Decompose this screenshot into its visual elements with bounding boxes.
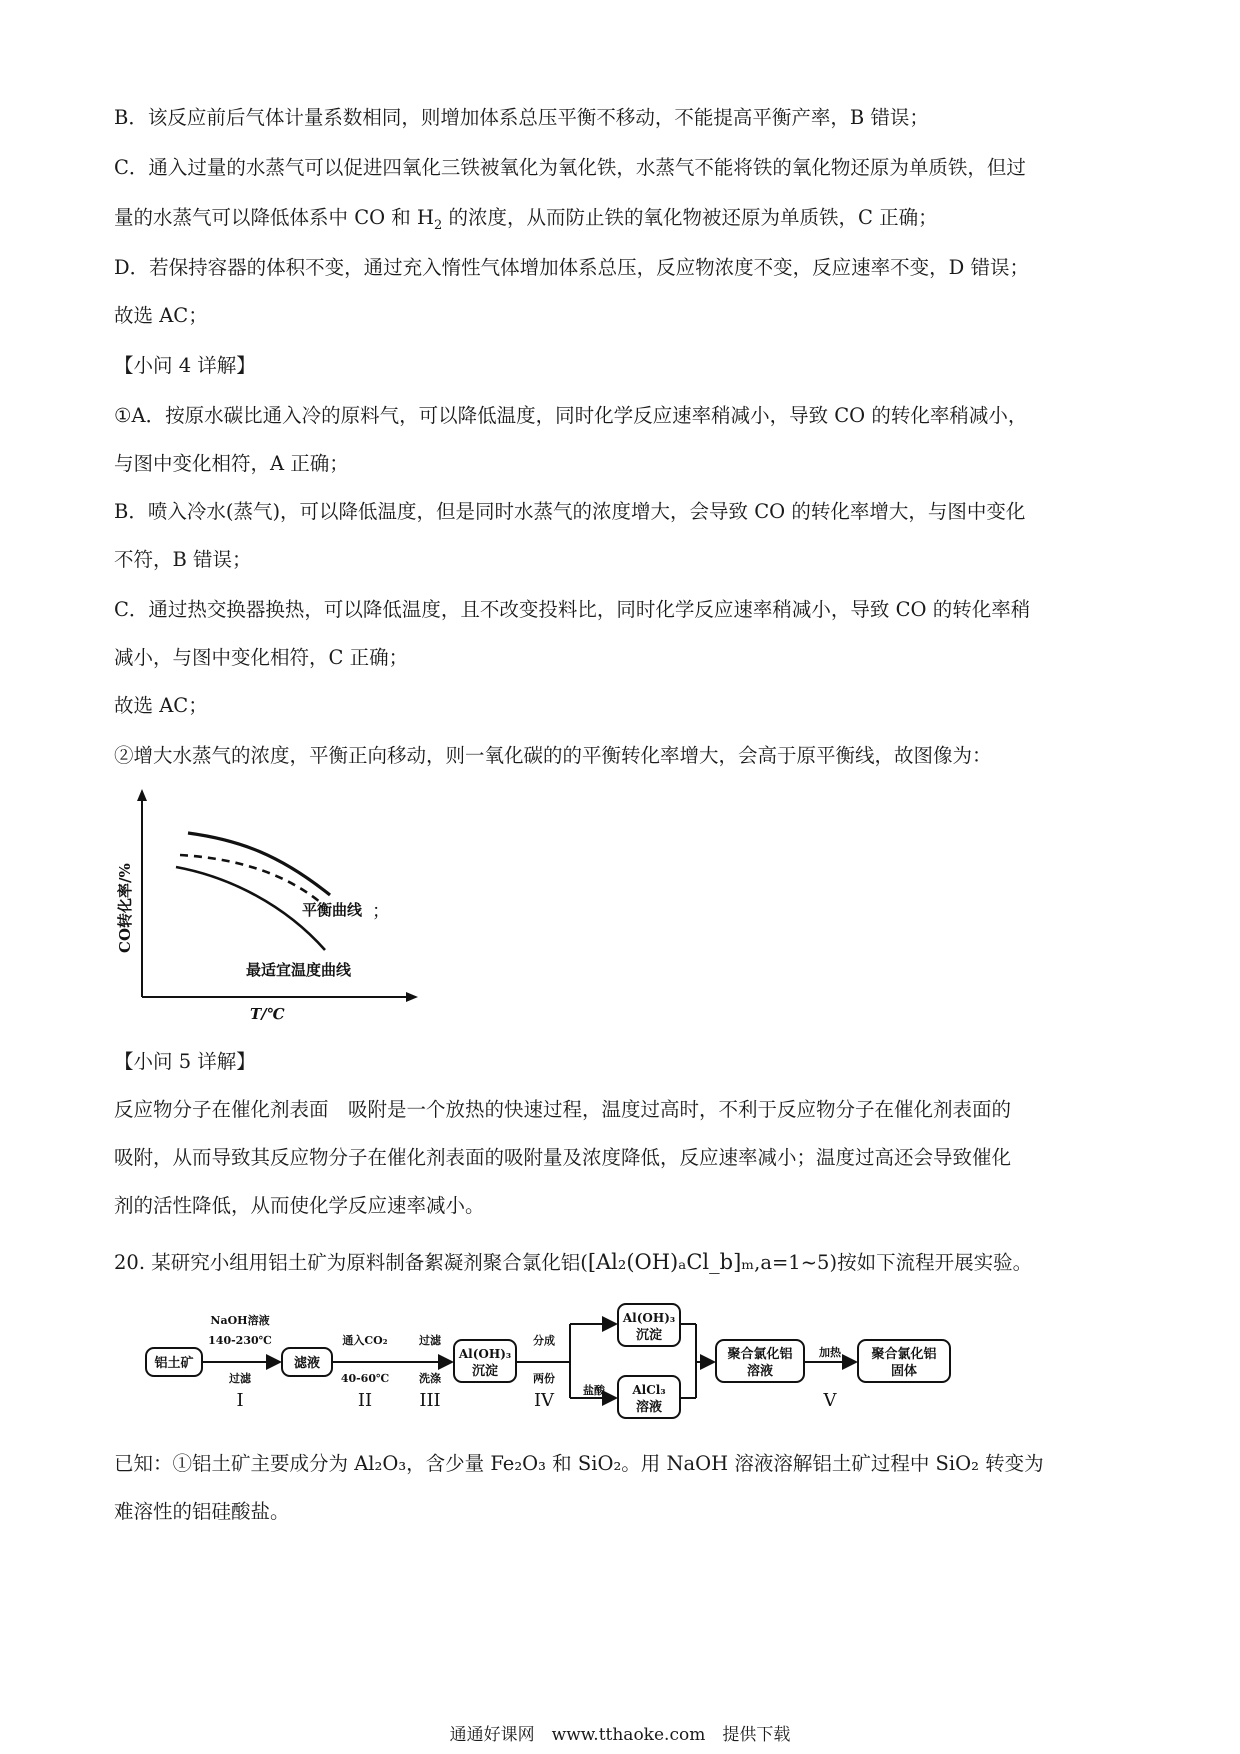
q5-line-1: 反应物分子在催化剂表面 吸附是一个放热的快速过程，温度过高时，不利于反应物分子在催化剂表面的 (114, 1098, 1012, 1121)
equilibrium-curve-dashed (180, 855, 320, 902)
x-axis-label: T/℃ (250, 1005, 285, 1020)
split-condition-2: 两份 (533, 1372, 555, 1385)
line-d-option: D．若保持容器的体积不变，通过充入惰性气体增加体系总压，反应物浓度不变，反应速率不变，D 错误； (114, 256, 1029, 279)
x-axis-arrow-icon (406, 992, 418, 1002)
split-condition-1: 分成 (533, 1334, 555, 1347)
hcl-condition: 盐酸 (583, 1384, 605, 1397)
text-segment: 量的水蒸气可以降低体系中 CO 和 H (114, 206, 435, 229)
section-heading-q5: 【小问 5 详解】 (114, 1050, 256, 1073)
heat-condition: 加热 (819, 1346, 841, 1359)
formula-pac: [Al₂(OH)ₐCl_b]ₘ (587, 1250, 755, 1274)
optimal-curve-label: 最适宜温度曲线 (246, 961, 352, 979)
section-heading-q4: 【小问 4 详解】 (114, 354, 256, 377)
upper-box-label-1: Al(OH)₃ (622, 1311, 676, 1325)
arrow1-condition-2: 140-230℃ (208, 1334, 272, 1347)
page-footer: 通通好课网 www.tthaoke.com 提供下载 (449, 1725, 791, 1745)
arrow3-condition-2: 洗涤 (419, 1372, 441, 1385)
q4-line-c-2: 减小，与图中变化相符，C 正确； (114, 646, 409, 669)
pac-solution-label-1: 聚合氯化铝 (727, 1347, 793, 1362)
q4-line-b-2: 不符，B 错误； (114, 548, 252, 571)
new-equilibrium-curve (188, 833, 330, 895)
answer-line-2: 故选 AC； (114, 694, 208, 717)
box-bauxite-label: 铝土矿 (154, 1356, 194, 1371)
line-c-option-1: C．通入过量的水蒸气可以促进四氧化三铁被氧化为氧化铁，水蒸气不能将铁的氧化物还原为单质铁，但过 (114, 156, 1026, 179)
equilibrium-curve-label: 平衡曲线 (302, 901, 363, 919)
y-axis-arrow-icon (137, 789, 147, 801)
q4-line-a-2: 与图中变化相符，A 正确； (114, 452, 349, 475)
line-c-option-2 (114, 206, 1134, 238)
lower-box-label-1: AlCl₃ (632, 1383, 666, 1397)
chart-semicolon: ； (372, 901, 390, 922)
arrow2-condition-2: 40-60℃ (340, 1372, 390, 1385)
known-info-line-1: 已知：①铝土矿主要成分为 Al₂O₃，含少量 Fe₂O₃ 和 SiO₂。用 NaOH 溶液溶解铝土矿过程中 SiO₂ 转变为 (114, 1452, 1044, 1475)
arrow2-condition-1: 通入CO₂ (342, 1334, 388, 1347)
text-segment: 的浓度，从而防止铁的氧化物被还原为单质铁，C 正确； (442, 206, 938, 229)
q4-line-c-1: C．通过热交换器换热，可以降低温度，且不改变投料比，同时化学反应速率稍减小，导致 CO 的转化率稍 (114, 598, 1031, 621)
text-segment: ,a=1~5)按如下流程开展实验。 (754, 1251, 1033, 1274)
step-label-I: I (236, 1390, 244, 1411)
answer-line: 故选 AC； (114, 304, 208, 327)
q4-part2-line: ②增大水蒸气的浓度，平衡正向移动，则一氧化碳的的平衡转化率增大，会高于原平衡线，故图像为： (114, 744, 992, 767)
q4-line-a-1: ①A．按原水碳比通入冷的原料气，可以降低温度，同时化学反应速率稍减小，导致 CO 的转化率稍减小， (114, 404, 1028, 427)
process-flow-diagram (140, 1302, 970, 1422)
subscript: 2 (434, 217, 443, 233)
conversion-chart (110, 785, 430, 1020)
box-aloh3-label-2: 沉淀 (471, 1364, 499, 1379)
text-segment: 20. 某研究小组用铝土矿为原料制备絮凝剂聚合氯化铝( (114, 1251, 588, 1274)
pac-solution-label-2: 溶液 (746, 1364, 774, 1379)
step-label-III: III (419, 1390, 441, 1411)
pac-solid-label-2: 固体 (890, 1364, 918, 1379)
arrow1-condition-3: 过滤 (229, 1372, 251, 1385)
lower-box-label-2: 溶液 (635, 1400, 663, 1415)
q5-line-3: 剂的活性降低，从而使化学反应速率减小。 (114, 1194, 485, 1217)
step-label-V: V (823, 1390, 837, 1411)
box-filtrate-label: 滤液 (293, 1356, 321, 1371)
arrow3-condition-1: 过滤 (419, 1334, 441, 1347)
pac-solid-label-1: 聚合氯化铝 (871, 1347, 937, 1362)
arrow1-condition-1: NaOH溶液 (210, 1314, 270, 1327)
q5-line-2: 吸附，从而导致其反应物分子在催化剂表面的吸附量及浓度降低，反应速率减小；温度过高还会导致催化 (114, 1146, 1012, 1169)
known-info-line-2: 难溶性的铝硅酸盐。 (114, 1500, 290, 1523)
y-axis-label: CO转化率/% (116, 863, 134, 953)
q4-line-b-1: B．喷入冷水(蒸气)，可以降低温度，但是同时水蒸气的浓度增大，会导致 CO 的转化率增大，与图中变化 (114, 500, 1026, 523)
question-20-stem (114, 1250, 1134, 1275)
line-b-option: B．该反应前后气体计量系数相同，则增加体系总压平衡不移动，不能提高平衡产率，B 错误； (114, 106, 929, 129)
box-aloh3-label-1: Al(OH)₃ (458, 1347, 512, 1361)
upper-box-label-2: 沉淀 (635, 1328, 663, 1343)
step-label-II: II (357, 1390, 373, 1411)
step-label-IV: IV (533, 1390, 555, 1411)
